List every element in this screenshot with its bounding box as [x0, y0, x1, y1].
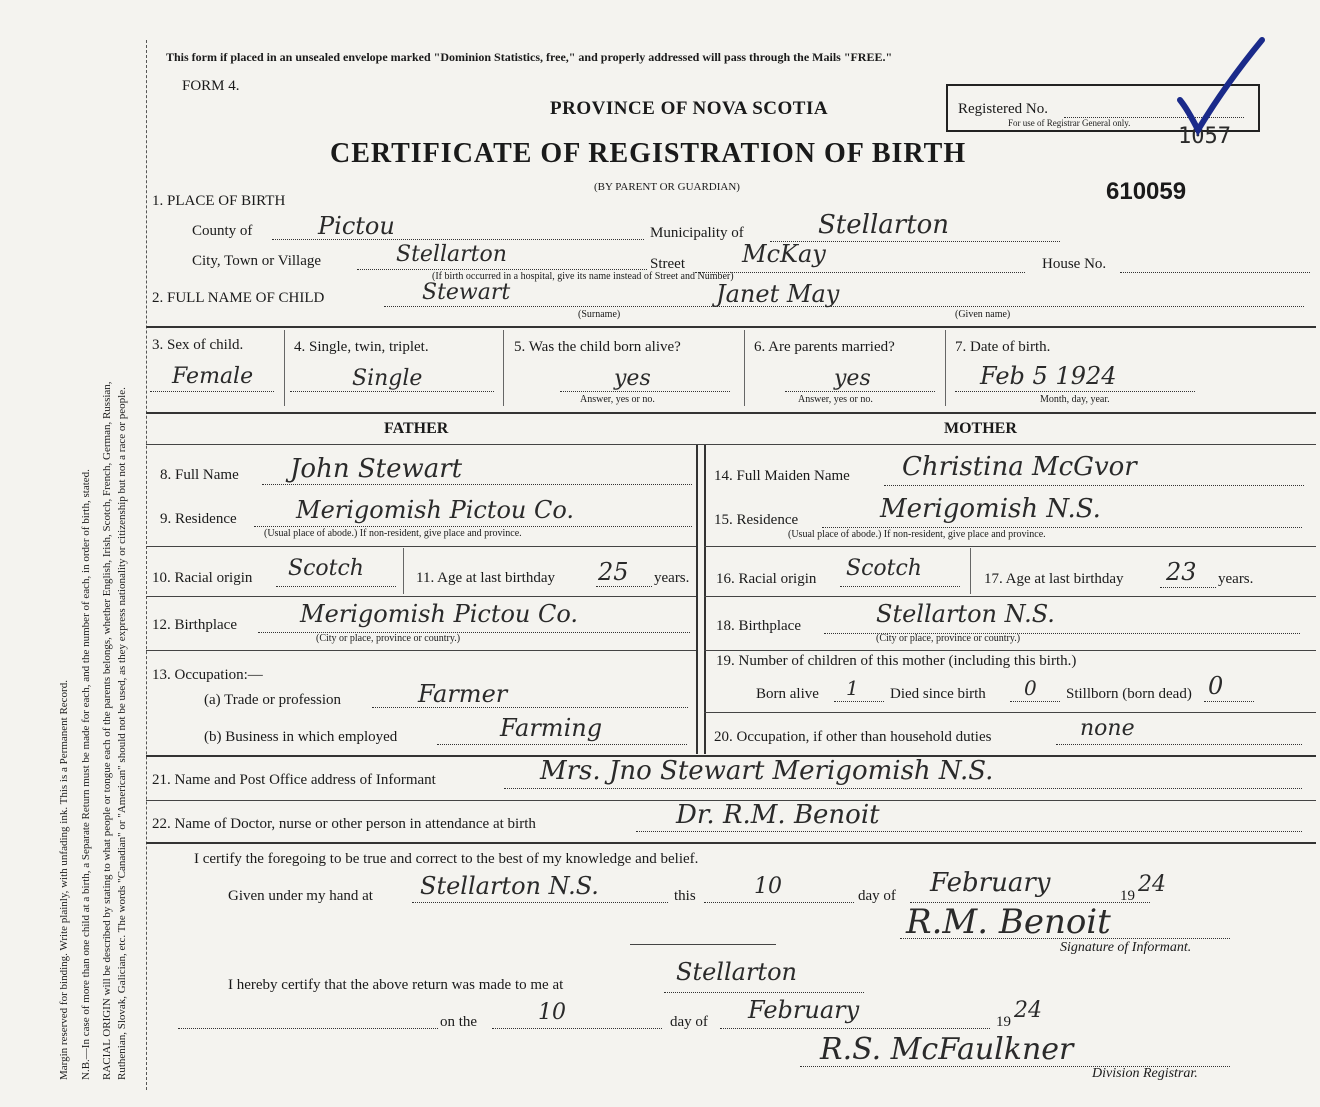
reg-year-suffix: 24: [1014, 998, 1042, 1023]
mother-birthplace-note: (City or place, province or country.): [876, 633, 1021, 644]
mother-residence-line: [822, 527, 1302, 528]
given-note: (Given name): [955, 309, 1011, 320]
alive-value: yes: [614, 366, 651, 391]
mother-birthplace-label: 18. Birthplace: [716, 618, 801, 634]
parents-divider-b: [704, 444, 706, 754]
trade-value: Farmer: [418, 680, 508, 708]
col-div-3: [744, 330, 745, 406]
mother-race-label: 16. Racial origin: [716, 571, 817, 587]
informant-line: [504, 788, 1302, 789]
alive-note: Answer, yes or no.: [580, 394, 655, 405]
county-value: Pictou: [318, 212, 395, 240]
father-birthplace-note: (City or place, province or country.): [316, 633, 461, 644]
father-birthplace-value: Merigomish Pictou Co.: [300, 600, 579, 628]
day-of-label: day of: [858, 888, 896, 904]
date-line: [955, 391, 1195, 392]
sex-label: 3. Sex of child.: [152, 337, 244, 353]
father-race-line: [276, 586, 396, 587]
died-line: [1010, 701, 1060, 702]
county-label: County of: [192, 223, 253, 239]
year-prefix: 19: [1120, 888, 1135, 904]
married-label: 6. Are parents married?: [754, 339, 895, 355]
year-suffix: 24: [1138, 872, 1166, 897]
city-label: City, Town or Village: [192, 253, 322, 269]
mother-age-label: 17. Age at last birthday: [984, 571, 1124, 587]
mother-name-label: 14. Full Maiden Name: [714, 468, 850, 484]
father-age-line: [596, 586, 652, 587]
informant-value: Mrs. Jno Stewart Merigomish N.S.: [540, 756, 994, 786]
father-residence-label: 9. Residence: [160, 511, 237, 527]
father-birthplace-label: 12. Birthplace: [152, 617, 237, 633]
mother-heading: MOTHER: [944, 420, 1017, 437]
divider-heading: [146, 444, 1316, 445]
given-under-label: Given under my hand at: [228, 888, 373, 904]
mother-race-value: Scotch: [846, 556, 922, 581]
mail-notice: This form if placed in an unsealed envelope marked "Dominion Statistics, free," and properly addressed will pass through the Mails "FREE.": [166, 50, 893, 64]
mother-residence-value: Merigomish N.S.: [880, 494, 1101, 524]
stillborn-line: [1204, 701, 1254, 702]
municipality-label: Municipality of: [650, 225, 744, 241]
father-age-label: 11. Age at last birthday: [416, 570, 555, 586]
father-residence-value: Merigomish Pictou Co.: [296, 496, 575, 524]
stillborn-label: Stillborn (born dead): [1066, 686, 1192, 702]
died-label: Died since birth: [890, 686, 986, 702]
mother-age-value: 23: [1166, 558, 1197, 586]
informant-signature: R.M. Benoit: [906, 902, 1111, 942]
married-note: Answer, yes or no.: [798, 394, 873, 405]
day-line: [704, 902, 854, 903]
date-note: Month, day, year.: [1040, 394, 1110, 405]
father-name-label: 8. Full Name: [160, 467, 239, 483]
single-value: Single: [352, 366, 423, 391]
surname-note: (Surname): [578, 309, 621, 320]
street-line: [695, 272, 1025, 273]
registrar-statement: I hereby certify that the above return was made to me at: [228, 977, 564, 993]
single-label: 4. Single, twin, triplet.: [294, 339, 429, 355]
mother-name-value: Christina McGvor: [902, 452, 1137, 482]
father-age-value: 25: [598, 558, 629, 586]
city-line: [357, 269, 647, 270]
doctor-line: [636, 831, 1302, 832]
divider-22: [146, 842, 1316, 844]
given-place-value: Stellarton N.S.: [420, 872, 599, 900]
on-the-lead-line: [178, 1028, 438, 1029]
mother-years: years.: [1218, 571, 1254, 587]
father-name-value: John Stewart: [290, 454, 463, 484]
business-label: (b) Business in which employed: [204, 729, 398, 745]
mother-abode-note: (Usual place of abode.) If non-resident, give place and province.: [788, 529, 1046, 540]
registered-number: 1057: [1178, 124, 1231, 149]
margin-note-4: Ruthenian, Slovak, Galician, etc. The words "Canadian" or "American" should not be used, as they express nationality or citizenship but not a race or people.: [116, 387, 128, 1080]
registrar-use-note: For use of Registrar General only.: [1008, 118, 1131, 128]
reg-year-prefix: 19: [996, 1014, 1011, 1030]
day-value: 10: [754, 874, 782, 899]
mother-name-line: [884, 485, 1304, 486]
date-value: Feb 5 1924: [980, 362, 1117, 390]
stillborn-value: 0: [1208, 672, 1224, 700]
reg-month-value: February: [748, 996, 860, 1024]
divider-top: [146, 326, 1316, 328]
place-of-birth-label: 1. PLACE OF BIRTH: [152, 193, 286, 209]
father-abode-note: (Usual place of abode.) If non-resident, give place and province.: [264, 528, 522, 539]
mother-residence-label: 15. Residence: [714, 512, 799, 528]
trade-label: (a) Trade or profession: [204, 692, 342, 708]
married-value: yes: [834, 366, 871, 391]
father-occupation-label: 13. Occupation:—: [152, 667, 263, 683]
municipality-value: Stellarton: [818, 210, 950, 240]
sex-value: Female: [172, 364, 254, 389]
registrar-place-line: [664, 992, 864, 993]
registered-label: Registered No.: [958, 101, 1048, 117]
certificate-subtitle: (BY PARENT OR GUARDIAN): [594, 181, 740, 193]
father-residence-line: [254, 526, 692, 527]
alive-line: [560, 391, 730, 392]
reg-day-value: 10: [538, 1000, 566, 1025]
hospital-note: (If birth occurred in a hospital, give its name instead of Street and Number): [432, 271, 734, 282]
form-number: FORM 4.: [182, 78, 240, 94]
margin-rule: [146, 40, 147, 1090]
margin-note-3: RACIAL ORIGIN will be described by stating to what people or tongue each of the parents belongs, whether English, Irish, Scotch, French, German, Russian,: [101, 381, 113, 1080]
mother-race-div: [970, 548, 971, 594]
street-value: McKay: [742, 240, 826, 268]
on-the-label: on the: [440, 1014, 478, 1030]
doctor-value: Dr. R.M. Benoit: [676, 800, 880, 830]
child-surname: Stewart: [422, 280, 511, 305]
given-place-line: [412, 902, 668, 903]
parents-divider-a: [696, 444, 698, 754]
father-race-value: Scotch: [288, 556, 364, 581]
mother-occupation-value: none: [1080, 716, 1135, 741]
father-heading: FATHER: [384, 420, 449, 437]
father-years: years.: [654, 570, 690, 586]
certificate-number: 610059: [1106, 178, 1187, 205]
mother-div-4: [704, 712, 1316, 713]
child-name-line: [384, 306, 1304, 307]
registrar-place-value: Stellarton: [676, 958, 797, 986]
mother-occupation-line: [1056, 744, 1302, 745]
certify-statement: I certify the foregoing to be true and correct to the best of my knowledge and belief.: [194, 851, 699, 867]
alive-label: 5. Was the child born alive?: [514, 339, 681, 355]
this-label: this: [674, 888, 696, 904]
father-div-2: [146, 596, 696, 597]
born-alive-label: Born alive: [756, 686, 819, 702]
mother-div-2: [704, 596, 1316, 597]
single-line: [290, 391, 494, 392]
margin-note-2: N.B.—In case of more than one child at a birth, a Separate Return must be made for each, and the number of each, in order of birth, stated.: [80, 469, 92, 1080]
father-race-div: [403, 548, 404, 594]
mother-birthplace-value: Stellarton N.S.: [876, 600, 1055, 628]
doctor-label: 22. Name of Doctor, nurse or other person in attendance at birth: [152, 816, 536, 832]
checkmark-icon: [1170, 30, 1270, 140]
born-alive-value: 1: [846, 676, 859, 700]
province-heading: PROVINCE OF NOVA SCOTIA: [550, 98, 829, 119]
mother-div-3: [704, 650, 1316, 651]
reg-month-line: [720, 1028, 990, 1029]
father-race-label: 10. Racial origin: [152, 570, 253, 586]
reg-day-line: [492, 1028, 662, 1029]
city-value: Stellarton: [396, 242, 507, 267]
division-registrar-label: Division Registrar.: [1092, 1066, 1198, 1081]
mother-occupation-label: 20. Occupation, if other than household duties: [714, 729, 992, 745]
signature-label: Signature of Informant.: [1060, 940, 1192, 955]
house-line: [1120, 272, 1310, 273]
children-count-label: 19. Number of children of this mother (including this birth.): [716, 653, 1077, 669]
date-label: 7. Date of birth.: [955, 339, 1051, 355]
col-div-1: [284, 330, 285, 406]
mother-div-1: [704, 546, 1316, 547]
informant-label: 21. Name and Post Office address of Informant: [152, 772, 436, 788]
born-alive-line: [834, 701, 884, 702]
business-value: Farming: [500, 714, 603, 742]
father-div-3: [146, 650, 696, 651]
child-name-label: 2. FULL NAME OF CHILD: [152, 290, 325, 306]
margin-note-1: Margin reserved for binding. Write plainly, with unfading ink. This is a Permanent Record.: [58, 680, 70, 1080]
signature-line: [900, 938, 1230, 939]
married-line: [785, 391, 935, 392]
mother-age-line: [1160, 587, 1216, 588]
reg-day-of-label: day of: [670, 1014, 708, 1030]
sex-line: [150, 391, 274, 392]
registrar-signature: R.S. McFaulkner: [820, 1032, 1074, 1067]
short-divider: [630, 944, 776, 945]
father-name-line: [262, 484, 692, 485]
business-line: [437, 744, 687, 745]
child-given-name: Janet May: [716, 280, 840, 308]
died-value: 0: [1024, 676, 1037, 700]
certificate-title: CERTIFICATE OF REGISTRATION OF BIRTH: [330, 138, 967, 169]
mother-race-line: [840, 586, 960, 587]
col-div-2: [503, 330, 504, 406]
street-label: Street: [650, 256, 685, 272]
col-div-4: [945, 330, 946, 406]
father-div-1: [146, 546, 696, 547]
month-value: February: [930, 868, 1051, 898]
house-number-label: House No.: [1042, 256, 1107, 272]
divider-row3: [146, 412, 1316, 414]
